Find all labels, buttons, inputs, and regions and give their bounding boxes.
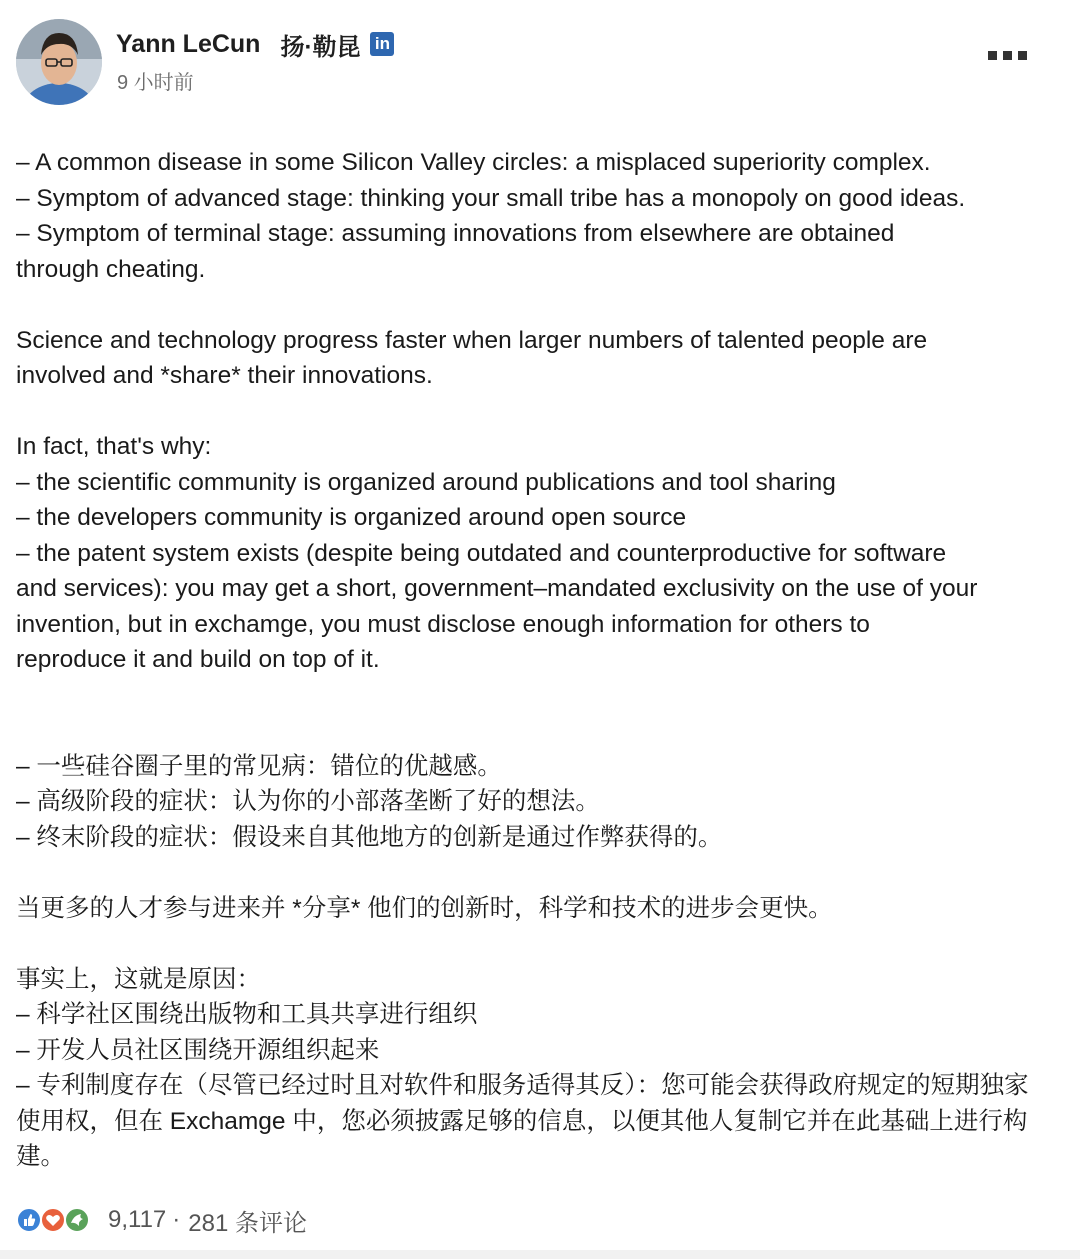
- post-body: [16, 145, 1066, 1175]
- post-text-line: involved and *share* their innovations.: [16, 362, 433, 389]
- blank-line: [16, 287, 1066, 323]
- bottom-divider: [0, 1250, 1080, 1259]
- more-dot: [1003, 51, 1012, 60]
- post-text-line: – Symptom of terminal stage: assuming innovations from elsewhere are obtained: [16, 220, 895, 247]
- post-text-line: – 专利制度存在（尽管已经过时且对软件和服务适得其反）：您可能会获得政府规定的短期独家: [16, 1072, 1029, 1099]
- author-avatar[interactable]: [16, 19, 102, 105]
- author-name[interactable]: Yann LeCun: [116, 29, 261, 58]
- more-options-icon[interactable]: [986, 47, 1030, 65]
- author-name-row: [116, 27, 394, 61]
- author-name-cn: 扬·勒昆: [280, 33, 361, 61]
- post-header: [0, 0, 1080, 120]
- blank-line: [16, 678, 1066, 714]
- post-text-line: – 科学社区围绕出版物和工具共享进行组织: [16, 1001, 478, 1028]
- post-text-line: – 终末阶段的症状：假设来自其他地方的创新是通过作弊获得的。: [16, 823, 723, 851]
- reaction-icons[interactable]: [16, 1204, 106, 1236]
- linkedin-icon[interactable]: [370, 32, 394, 56]
- social-counts[interactable]: [16, 1203, 307, 1237]
- stats-separator: ·: [172, 1206, 181, 1233]
- post-text-line: reproduce it and build on top of it.: [16, 646, 380, 673]
- comments-count[interactable]: 281 条评论: [188, 1209, 307, 1237]
- post-text-line: – 开发人员社区围绕开源组织起来: [16, 1036, 380, 1064]
- post-text-line: – 一些硅谷圈子里的常见病：错位的优越感。: [16, 752, 502, 780]
- blank-line: [16, 855, 1066, 891]
- blank-line: [16, 713, 1066, 749]
- post-text-line: In fact, that's why:: [16, 433, 212, 460]
- post-text-line: 当更多的人才参与进来并 *分享* 他们的创新时，科学和技术的进步会更快。: [16, 894, 833, 922]
- post-text-line: – Symptom of advanced stage: thinking your small tribe has a monopoly on good ideas.: [16, 184, 966, 212]
- post-text-line: invention, but in exchamge, you must disclose enough information for others to: [16, 610, 870, 638]
- post-text-line: through cheating.: [16, 255, 206, 283]
- like-icon: [16, 1207, 42, 1233]
- linkedin-badge-text: in: [374, 34, 391, 53]
- avatar-photo: [16, 19, 102, 105]
- blank-line: [16, 926, 1066, 962]
- support-icon: [64, 1207, 90, 1233]
- love-icon: [40, 1207, 66, 1233]
- reaction-count[interactable]: 9,117: [108, 1206, 167, 1233]
- post-timestamp[interactable]: 9 小时前: [117, 72, 194, 94]
- more-dot: [988, 51, 997, 60]
- post-text-line: – A common disease in some Silicon Valley circles: a misplaced superiority complex.: [16, 149, 931, 176]
- post-text-line: – 高级阶段的症状：认为你的小部落垄断了好的想法。: [16, 788, 600, 815]
- post-text-line: 建。: [16, 1143, 65, 1170]
- post-text-line: Science and technology progress faster when larger numbers of talented people are: [16, 326, 928, 354]
- post-text-line: and services): you may get a short, government–mandated exclusivity on the use of your: [16, 575, 978, 602]
- post-text-line: – the scientific community is organized around publications and tool sharing: [16, 468, 836, 496]
- post-text-line: 事实上，这就是原因：: [16, 965, 261, 993]
- post-text-line: – the developers community is organized around open source: [16, 504, 687, 531]
- more-dot: [1018, 51, 1027, 60]
- post-text-line: – the patent system exists (despite being outdated and counterproductive for software: [16, 539, 947, 567]
- blank-line: [16, 394, 1066, 430]
- post-text-line: 使用权，但在 Exchamge 中，您必须披露足够的信息，以便其他人复制它并在此基础上进行构: [16, 1107, 1028, 1135]
